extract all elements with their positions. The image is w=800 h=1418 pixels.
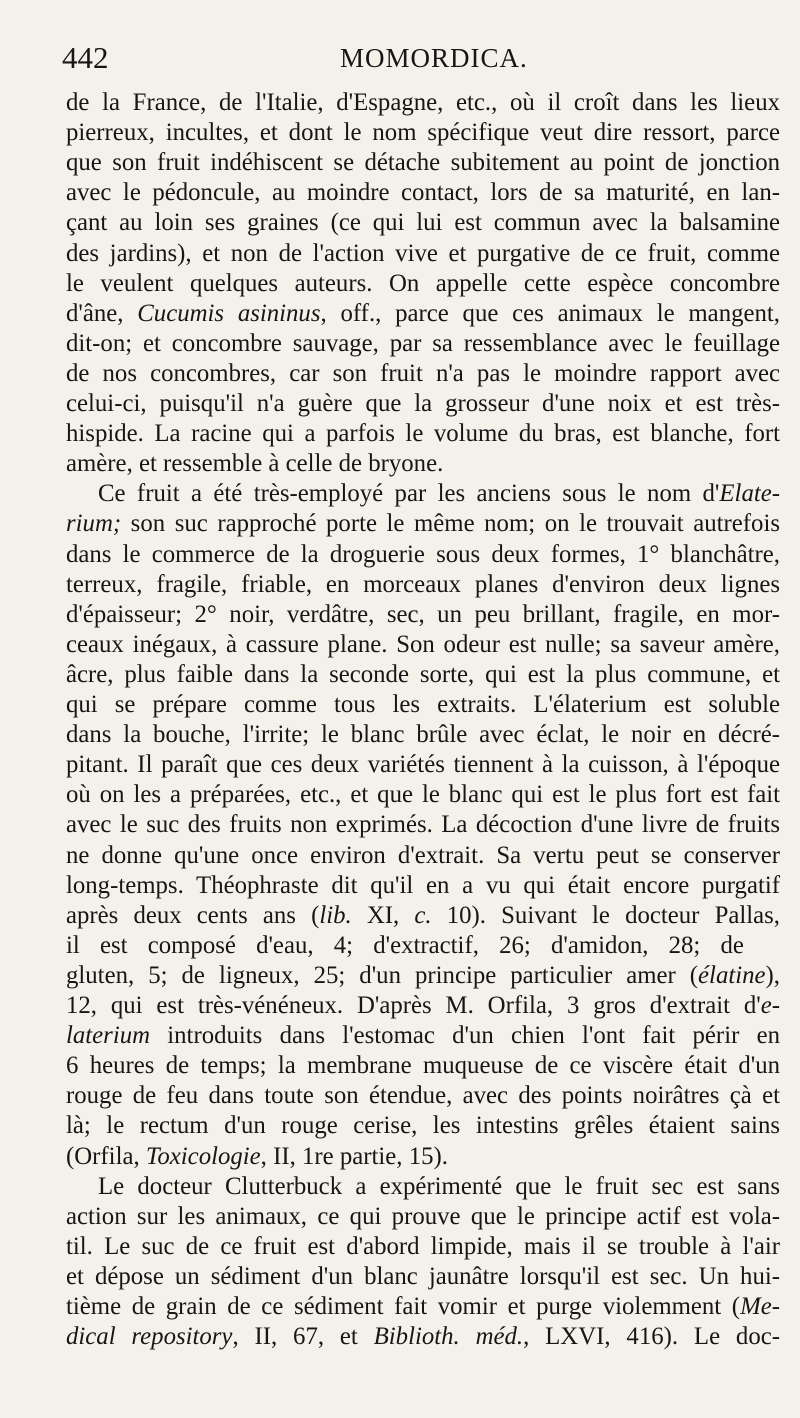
text-line [66,1202,780,1232]
text-segment: çant au loin ses graines (ce qui lui est commun avec la balsamine [66,209,780,237]
text-segment: pitant. Il paraît que ces deux variétés tiennent à la cuisson, à l'époque [66,751,780,779]
text-line [66,570,780,600]
text-segment: Le docteur Clutterbuck a expérimenté que le fruit sec est sans [98,1172,780,1200]
text-line [66,1142,448,1172]
text-segment: et dépose un sédiment d'un blanc jaunâtre lorsqu'il est sec. Un hui- [66,1262,780,1290]
text-segment: 6 heures de temps; la membrane muqueuse de ce viscère était d'un [66,1052,780,1080]
italic-text: Elate- [719,480,780,508]
text-segment: ne donne qu'une once environ d'extrait. Sa vertu peut se conserver [66,841,780,869]
text-line [66,88,780,118]
text-line [66,780,780,810]
text-line [66,269,780,299]
page-number: 442 [62,40,109,75]
text-segment: ceaux inégaux, à cassure plane. Son odeur est nulle; sa saveur amère, [66,630,780,658]
italic-text: dical repository [66,1323,233,1351]
text-segment: Ce fruit a été très-employé par les anciens sous le nom d' [98,480,720,508]
text-line [66,1051,780,1081]
text-segment: des jardins), et non de l'action vive et purgative de ce fruit, comme [66,239,780,267]
text-segment: dans le commerce de la droguerie sous deux formes, 1° blanchâtre, [66,540,780,568]
italic-text: laterium [66,1022,151,1050]
text-segment: 10). Suivant le docteur Pallas, [431,901,780,929]
text-line [66,690,780,720]
text-line [66,118,780,148]
text-line [66,871,780,901]
text-segment: , II, 1re partie, 15). [260,1142,448,1170]
text-segment: de nos concombres, car son fruit n'a pas le moindre rapport avec [66,359,780,387]
italic-text: lib. [319,901,352,929]
text-segment: amère, et ressemble à celle de bryone. [66,450,444,478]
text-line [66,1322,780,1352]
text-line [66,178,780,208]
text-line [66,931,744,961]
text-line [98,1172,780,1202]
italic-text: Toxicologie [145,1142,261,1170]
text-line [66,329,780,359]
text-line [66,1111,780,1141]
italic-text: Biblioth. méd. [373,1323,524,1351]
text-line [66,1021,780,1051]
text-line [66,901,780,931]
text-segment: d'âne, [66,299,138,327]
text-segment: , LXVI, 416). Le doc- [523,1323,780,1351]
text-segment: avec le pédoncule, au moindre contact, lors de sa maturité, en lan- [66,179,780,207]
italic-text: Me- [740,1293,780,1320]
text-segment: dans la bouche, l'irrite; le blanc brûle avec éclat, le noir en décré- [66,721,780,749]
text-segment: (Orfila, [66,1142,146,1170]
italic-text: rium; [66,510,122,538]
text-segment: XI, [351,901,415,929]
italic-text: élatine [698,961,766,989]
text-line [98,479,780,509]
text-segment: que son fruit indéhiscent se détache subitement au point de jonction [66,149,780,177]
text-segment: après deux cents ans ( [66,901,320,929]
italic-text: Cucumis asininus [137,299,321,327]
text-segment: 12, qui est très-vénéneux. D'après M. Orfila, 3 gros d'extrait d' [66,992,761,1019]
text-line [66,1262,780,1292]
text-segment: de la France, de l'Italie, d'Espagne, etc., où il croît dans les lieux [66,89,780,116]
text-line [66,750,780,780]
text-line [66,991,780,1021]
text-line [66,540,780,570]
italic-text: e- [760,992,780,1019]
text-line [66,660,780,690]
text-line [66,419,780,449]
text-segment: qui se prépare comme tous les extraits. L'élaterium est soluble [66,691,780,718]
text-line [66,810,780,840]
text-line [66,1232,780,1262]
italic-text: c. [414,901,432,929]
text-line [66,600,780,630]
text-segment: tième de grain de ce sédiment fait vomir et purge violemment ( [66,1293,741,1320]
text-segment: action sur les animaux, ce qui prouve que le principe actif est vola- [66,1202,780,1230]
text-segment: pierreux, incultes, et dont le nom spécifique veut dire ressort, parce [66,119,780,147]
text-segment: son suc rapproché porte le même nom; on le trouvait autrefois [121,510,780,538]
text-segment: long-temps. Théophraste dit qu'il en a vu qui était encore purgatif [66,871,780,899]
text-segment: gluten, 5; de ligneux, 25; d'un principe particulier amer ( [66,961,699,989]
text-segment: , off., parce que ces animaux le mangent, [320,299,780,327]
text-segment: d'épaisseur; 2° noir, verdâtre, sec, un peu brillant, fragile, en mor- [66,600,780,628]
text-segment: où on les a préparées, etc., et que le blanc qui est le plus fort est fait [66,781,780,809]
text-line [66,208,780,238]
text-line [66,720,780,750]
text-segment: il est composé d'eau, 4; d'extractif, 26; d'amidon, 28; de [66,931,744,959]
text-line [66,389,780,419]
text-line [66,239,780,269]
text-line [66,1292,780,1322]
text-segment: avec le suc des fruits non exprimés. La décoction d'une livre de fruits [66,811,780,839]
text-line [66,1081,780,1111]
text-line [66,148,780,178]
text-segment: terreux, fragile, friable, en morceaux planes d'environ deux lignes [66,570,780,598]
text-segment: introduits dans l'estomac d'un chien l'ont fait périr en [150,1022,780,1050]
text-line [66,299,780,329]
page-header [62,40,768,80]
text-line [66,630,780,660]
text-segment: hispide. La racine qui a parfois le volume du bras, est blanche, fort [66,420,780,448]
text-line [66,841,780,871]
text-segment: là; le rectum d'un rouge cerise, les intestins grêles étaient sains [66,1112,780,1140]
running-title: MOMORDICA. [340,43,528,73]
text-line [66,509,780,539]
text-line [66,961,780,991]
text-line [66,359,780,389]
text-segment: celui-ci, puisqu'il n'a guère que la grosseur d'une noix et est très- [66,390,780,417]
text-segment: âcre, plus faible dans la seconde sorte, qui est la plus commune, et [66,660,780,688]
text-segment: rouge de feu dans toute son étendue, avec des points noirâtres çà et [66,1082,780,1110]
text-segment: dit-on; et concombre sauvage, par sa ressemblance avec le feuillage [66,329,780,357]
text-segment: , II, 67, et [232,1323,374,1351]
text-segment: til. Le suc de ce fruit est d'abord limpide, mais il se trouble à l'air [66,1232,780,1260]
text-segment: le veulent quelques auteurs. On appelle cette espèce concombre [66,269,780,297]
text-line [66,449,443,479]
text-segment: ), [765,961,780,989]
